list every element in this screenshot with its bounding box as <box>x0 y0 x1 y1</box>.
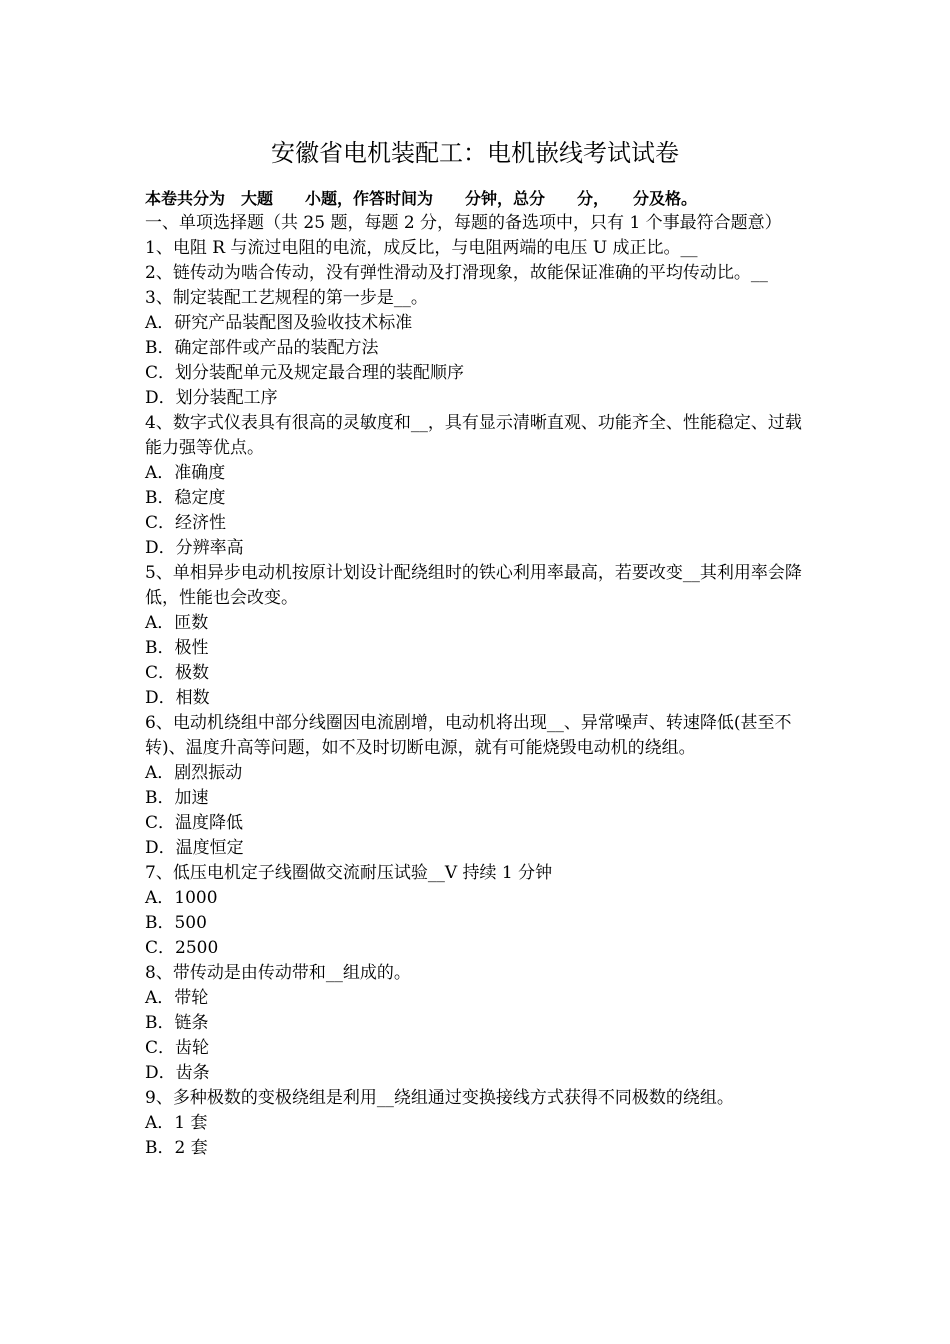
question-text: 7、低压电机定子线圈做交流耐压试验__V 持续 1 分钟 <box>145 863 553 883</box>
question-text: 1、电阻 R 与流过电阻的电流，成反比，与电阻两端的电压 U 成正比。__ <box>145 238 698 258</box>
answer-option: D．划分装配工序 <box>145 388 278 408</box>
answer-option: A．研究产品装配图及验收技术标准 <box>145 313 413 333</box>
question-text: 5、单相异步电动机按原计划设计配绕组时的铁心利用率最高，若要改变__其利用率会降低，性能也会改变。 <box>145 563 802 608</box>
answer-option: A．1000 <box>145 888 218 908</box>
answer-option: B．加速 <box>145 788 209 808</box>
question-text: 6、电动机绕组中部分线圈因电流剧增，电动机将出现__、异常噪声、转速降低(甚至不转)、温度升高等问题，如不及时切断电源，就有可能烧毁电动机的绕组。 <box>145 713 792 758</box>
answer-option: D．齿条 <box>145 1063 210 1083</box>
question-text: 9、多种极数的变极绕组是利用__绕组通过变换接线方式获得不同极数的绕组。 <box>145 1088 734 1108</box>
page-title: 安徽省电机装配工：电机嵌线考试试卷 <box>271 139 679 167</box>
answer-option: B．2 套 <box>145 1138 208 1158</box>
answer-option: A．准确度 <box>145 463 226 483</box>
answer-option: C．极数 <box>145 663 210 683</box>
answer-option: B．500 <box>145 913 207 933</box>
question-text: 4、数字式仪表具有很高的灵敏度和__，具有显示清晰直观、功能齐全、性能稳定、过载能力强等优点。 <box>145 413 802 458</box>
answer-option: C．温度降低 <box>145 813 244 833</box>
answer-option: C．经济性 <box>145 513 227 533</box>
answer-option: B．极性 <box>145 638 209 658</box>
answer-option: A．1 套 <box>145 1113 208 1133</box>
question-text: 3、制定装配工艺规程的第一步是__。 <box>145 288 428 308</box>
answer-option: D．相数 <box>145 688 210 708</box>
answer-option: B．稳定度 <box>145 488 226 508</box>
answer-option: A．带轮 <box>145 988 209 1008</box>
answer-option: B．确定部件或产品的装配方法 <box>145 338 379 358</box>
exam-header-line: 本卷共分为 大题 小题，作答时间为 分钟，总分 分， 分及格。 <box>145 189 698 208</box>
answer-option: C．齿轮 <box>145 1038 210 1058</box>
question-list <box>145 236 810 1161</box>
answer-option: C．划分装配单元及规定最合理的装配顺序 <box>145 363 465 383</box>
question-text: 8、带传动是由传动带和__组成的。 <box>145 963 411 983</box>
answer-option: C．2500 <box>145 938 219 958</box>
answer-option: B．链条 <box>145 1013 209 1033</box>
answer-option: D．分辨率高 <box>145 538 244 558</box>
question-text: 2、链传动为啮合传动，没有弹性滑动及打滑现象，故能保证准确的平均传动比。__ <box>145 263 768 283</box>
exam-content <box>145 186 810 1161</box>
answer-option: D．温度恒定 <box>145 838 244 858</box>
section-heading: 一、单项选择题（共 25 题，每题 2 分，每题的备选项中，只有 1 个事最符合题意） <box>145 213 782 233</box>
answer-option: A．剧烈振动 <box>145 763 243 783</box>
answer-option: A．匝数 <box>145 613 209 633</box>
